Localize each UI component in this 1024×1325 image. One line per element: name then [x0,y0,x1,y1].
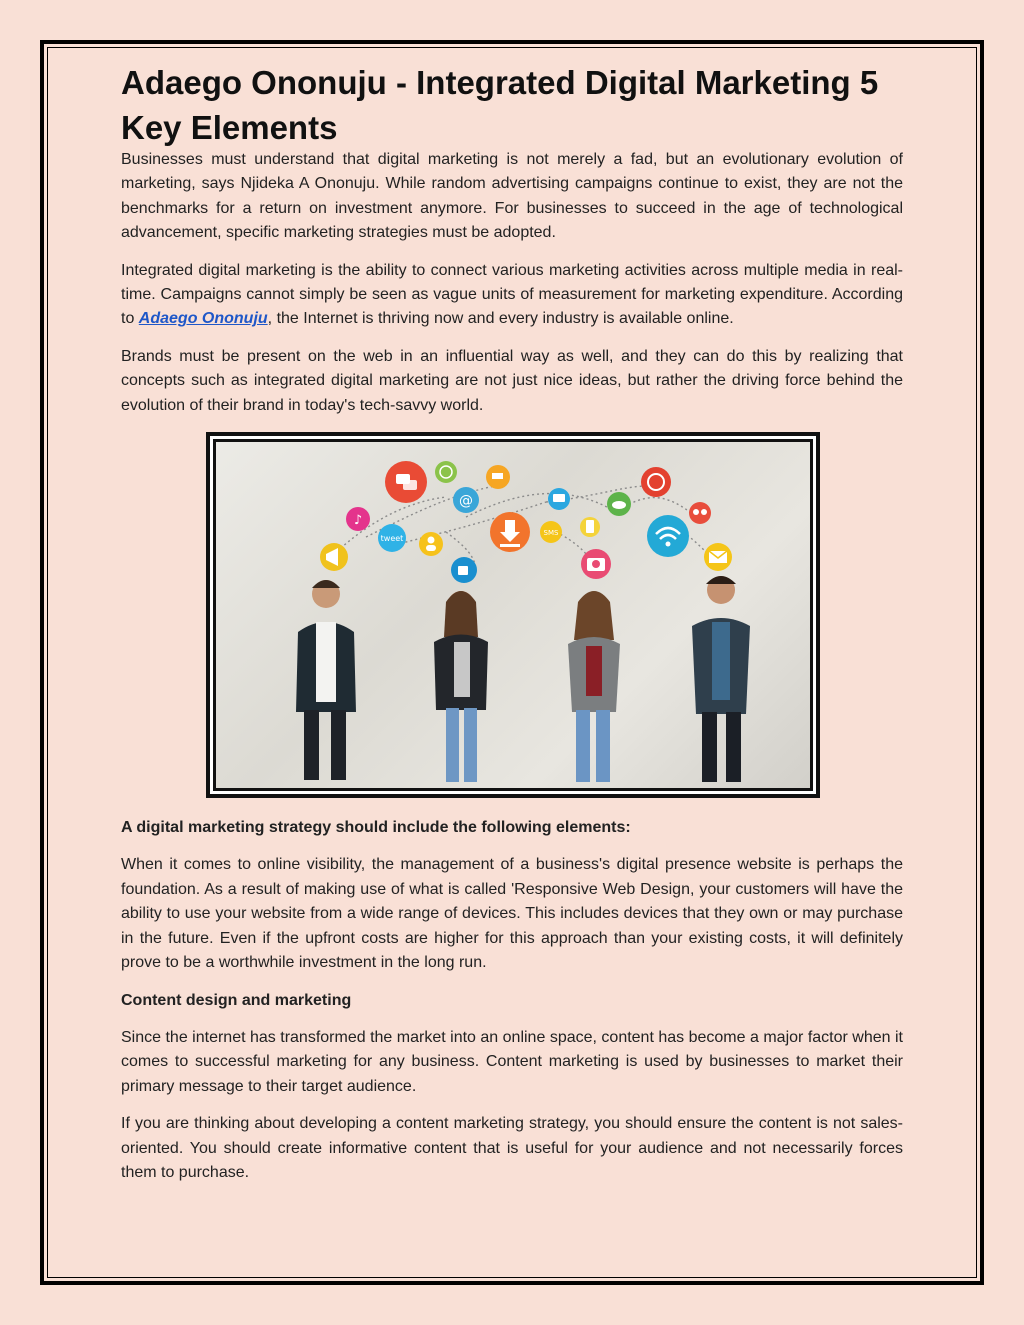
chat-icon-small [548,488,570,510]
paragraph-integrated-text: Integrated digital marketing is the ability to connect various marketing activities across multiple media in real-time. Campaigns cannot simply be seen as vague units of measurement for marketing expenditure. According to [121,261,903,328]
paragraph-brands: Brands must be present on the web in an influential way as well, and they can do this by realizing that concepts such as integrated digital marketing are not just nice ideas, but rather the driving force behind the evolution of their brand in today's tech-savvy world. [121,347,903,414]
svg-text:tweet: tweet [380,534,404,544]
person-4 [692,576,750,782]
paragraph-intro: Businesses must understand that digital marketing is not merely a fad, but an evolutionary evolution of marketing, says Njideka A Ononuju. While random advertising campaigns continue to exist, they are not the benchmarks for a return on investment anymore. For businesses to succeed in the age of technological advancement, specific marketing strategies must be adopted. [121,151,903,242]
cart-icon [486,465,510,489]
svg-text:♪: ♪ [353,513,363,529]
article [121,60,903,1198]
paragraph-integrated-tail: , the Internet is thriving now and every industry is available online. [267,310,734,328]
tweet-icon [378,524,406,552]
svg-text:@: @ [459,493,473,510]
wifi-icon [647,515,689,557]
person-1 [296,580,356,780]
camera-icon [581,549,611,579]
paragraph-content-strategy: If you are thinking about developing a content marketing strategy, you should ensure the content is not sales-oriented. You should create informative content that is useful for your audience and not necessarily forces them to purchase. [121,1115,903,1181]
download-icon [490,512,530,552]
at-icon [453,487,479,513]
user-icon [419,532,443,556]
phone-icon [641,467,671,497]
globe-icon [435,461,457,483]
group-icon [689,502,711,524]
adaego-ononuju-link[interactable]: Adaego Ononuju [138,310,268,328]
megaphone-icon [320,543,348,571]
page-title: Adaego Ononuju - Integrated Digital Marketing 5 Key Elements [121,64,879,146]
paragraph-content-marketing: Since the internet has transformed the market into an online space, content has become a major factor when it comes to successful marketing for any business. Content marketing is used by businesses to market their primary message to their target audience. [121,1028,903,1095]
svg-text:SMS: SMS [543,529,559,538]
heading-strategy-elements: A digital marketing strategy should include the following elements: [121,819,631,837]
chat-icon [385,461,427,503]
digital-marketing-illustration [216,442,810,788]
cloud-icon [607,492,631,516]
heading-content-design: Content design and marketing [121,991,352,1009]
person-2 [434,591,488,782]
music-icon [346,507,370,531]
like-icon [451,557,477,583]
mobile-icon [580,517,600,537]
mail-icon [704,543,732,571]
illustration-svg [216,442,810,788]
sms-icon [540,521,562,543]
paragraph-online-visibility: When it comes to online visibility, the management of a business's digital presence website is perhaps the foundation. As a result of making use of what is called 'Responsive Web Design, your customers will have the ability to use your website from a wide range of devices. This includes devices that they own or may purchase in the future. Even if the upfront costs are higher for this approach than your existing costs, it will definitely prove to be a worthwhile investment in the long run. [121,856,903,972]
article-image-frame [206,432,820,798]
person-3 [568,591,620,782]
paragraph-integrated [121,259,903,332]
